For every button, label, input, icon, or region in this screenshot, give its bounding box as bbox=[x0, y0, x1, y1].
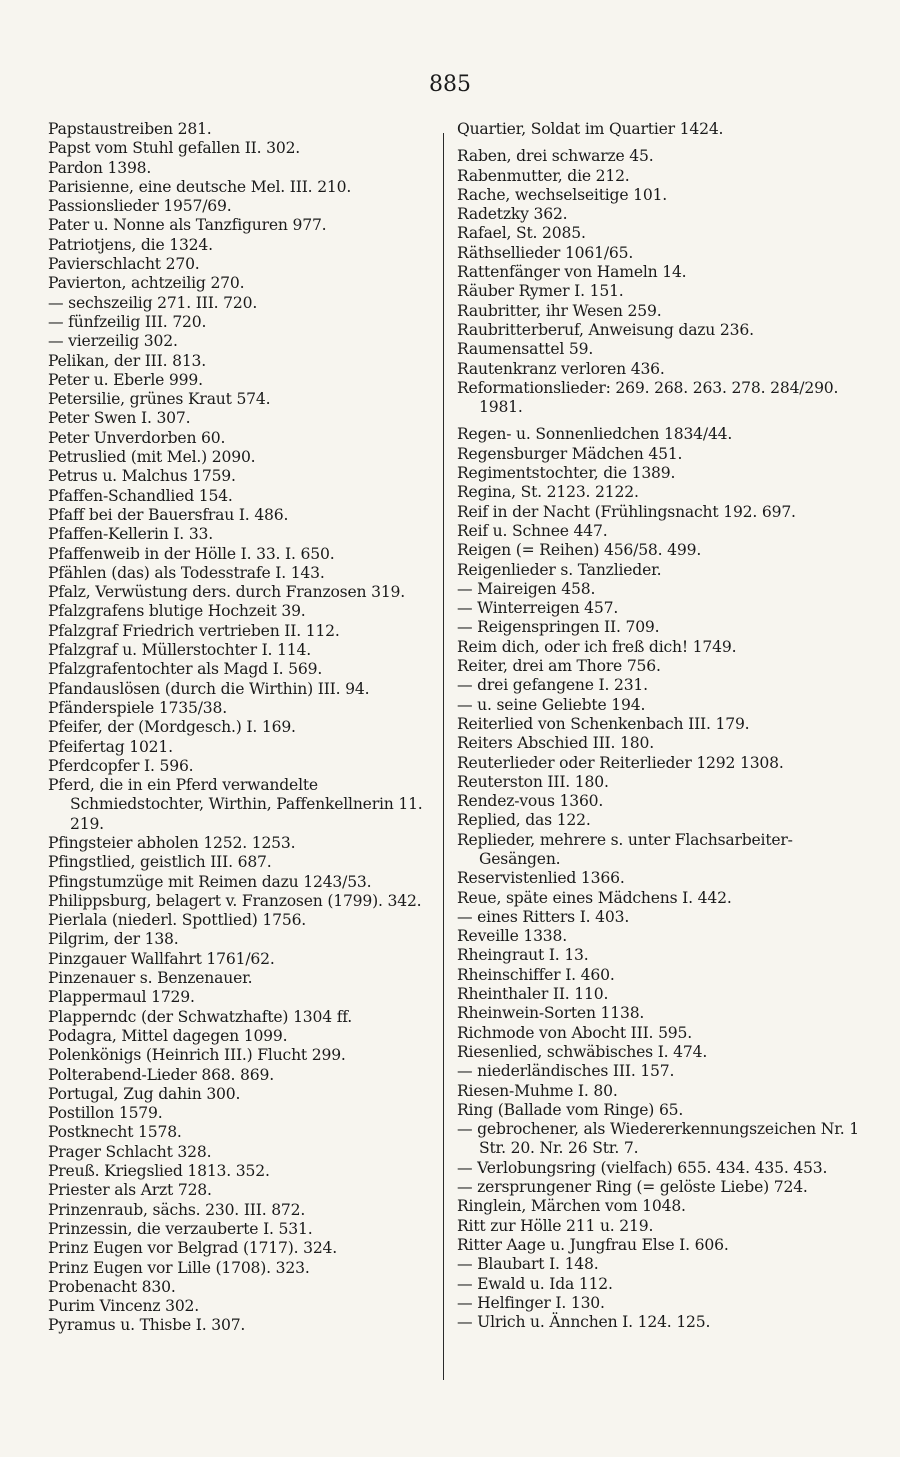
index-entry: — Ewald u. Ida 112. bbox=[457, 1274, 613, 1293]
index-entry: Pfalzgrafentochter als Magd I. 569. bbox=[48, 660, 323, 679]
index-entry: Reif in der Nacht (Frühlingsnacht 192. 697. bbox=[457, 502, 796, 521]
index-entry: Pfaffenweib in der Hölle I. 33. I. 650. bbox=[48, 544, 335, 563]
index-entry: Patriotjens, die 1324. bbox=[48, 235, 213, 254]
index-entry: Reue, späte eines Mädchens I. 442. bbox=[457, 888, 732, 907]
index-entry: — fünfzeilig III. 720. bbox=[48, 312, 207, 331]
index-entry: Petruslied (mit Mel.) 2090. bbox=[48, 448, 256, 467]
index-entry: Rafael, St. 2085. bbox=[457, 224, 586, 243]
index-entry: — Maireigen 458. bbox=[457, 579, 596, 598]
index-entry: Rattenfänger von Hameln 14. bbox=[457, 263, 687, 282]
index-entry: Rabenmutter, die 212. bbox=[457, 166, 630, 185]
index-entry: Plappermaul 1729. bbox=[48, 988, 195, 1007]
index-entry: Raubritterberuf, Anweisung dazu 236. bbox=[457, 320, 754, 339]
index-entry: Radetzky 362. bbox=[457, 205, 568, 224]
index-entry: Quartier, Soldat im Quartier 1424. bbox=[457, 120, 724, 138]
index-entry: Pferdcopfer I. 596. bbox=[48, 756, 194, 775]
index-entry: Reiter, drei am Thore 756. bbox=[457, 657, 661, 676]
index-entry: Petersilie, grünes Kraut 574. bbox=[48, 390, 271, 409]
index-entry: — eines Ritters I. 403. bbox=[457, 907, 630, 926]
index-entry: Plapperndc (der Schwatzhafte) 1304 ff. bbox=[48, 1007, 353, 1026]
index-entry: Pfingsteier abholen 1252. 1253. bbox=[48, 833, 296, 852]
index-entry: — Winterreigen 457. bbox=[457, 599, 619, 618]
index-entry: Rendez-vous 1360. bbox=[457, 792, 604, 811]
index-entry: Riesenlied, schwäbisches I. 474. bbox=[457, 1042, 708, 1061]
index-entry: Parisienne, eine deutsche Mel. III. 210. bbox=[48, 177, 352, 196]
index-entry: Raumensattel 59. bbox=[457, 340, 594, 359]
index-entry: Pfaffen-Schandlied 154. bbox=[48, 486, 233, 505]
index-entry: Regen- u. Sonnenliedchen 1834/44. bbox=[457, 425, 733, 444]
index-entry: Reigenlieder s. Tanzlieder. bbox=[457, 560, 662, 579]
index-entry: — gebrochener, als Wiedererkennungszeichen Nr. 1 Str. 20. Nr. 26 Str. 7. bbox=[457, 1120, 859, 1158]
index-entry: — u. seine Geliebte 194. bbox=[457, 695, 646, 714]
index-entry: Polterabend-Lieder 868. 869. bbox=[48, 1065, 274, 1084]
index-entry: Pilgrim, der 138. bbox=[48, 930, 179, 949]
index-entry: Raubritter, ihr Wesen 259. bbox=[457, 301, 662, 320]
index-entry: — vierzeilig 302. bbox=[48, 332, 178, 351]
index-entry: Regensburger Mädchen 451. bbox=[457, 444, 683, 463]
index-entry: Ring (Ballade vom Ringe) 65. bbox=[457, 1100, 684, 1119]
index-entry: Pferd, die in ein Pferd verwandelte Schmiedstochter, Wirthin, Paffenkellnerin 11. 219. bbox=[48, 776, 423, 833]
index-column-right bbox=[457, 120, 862, 1332]
index-entry: Richmode von Abocht III. 595. bbox=[457, 1023, 692, 1042]
index-entry: Pfänderspiele 1735/38. bbox=[48, 698, 227, 717]
index-entry: Philippsburg, belagert v. Franzosen (1799). 342. bbox=[48, 891, 422, 910]
index-entry: — niederländisches III. 157. bbox=[457, 1062, 675, 1081]
index-entry: Reuterston III. 180. bbox=[457, 772, 609, 791]
index-entry: Passionslieder 1957/69. bbox=[48, 197, 232, 216]
index-entry: Pfalz, Verwüstung ders. durch Franzosen 319. bbox=[48, 583, 406, 602]
index-entry: Prinz Eugen vor Belgrad (1717). 324. bbox=[48, 1239, 338, 1258]
index-entry: — Blaubart I. 148. bbox=[457, 1255, 599, 1274]
index-entry: Postillon 1579. bbox=[48, 1104, 163, 1123]
index-entry: Pfalzgraf u. Müllerstochter I. 114. bbox=[48, 641, 311, 660]
index-entry: Pfeifertag 1021. bbox=[48, 737, 173, 756]
index-entry: Reveille 1338. bbox=[457, 927, 567, 946]
index-entry: Reiterlied von Schenkenbach III. 179. bbox=[457, 714, 750, 733]
index-entry: Pyramus u. Thisbe I. 307. bbox=[48, 1316, 246, 1335]
index-entry: Portugal, Zug dahin 300. bbox=[48, 1084, 241, 1103]
index-entry: Pierlala (niederl. Spottlied) 1756. bbox=[48, 911, 307, 930]
index-entry: — Reigenspringen II. 709. bbox=[457, 618, 660, 637]
index-entry: Räuber Rymer I. 151. bbox=[457, 282, 624, 301]
index-entry: Riesen-Muhme I. 80. bbox=[457, 1081, 618, 1100]
index-entry: Prager Schlacht 328. bbox=[48, 1142, 212, 1161]
column-divider bbox=[443, 133, 444, 1380]
index-entry: Pfalzgrafens blutige Hochzeit 39. bbox=[48, 602, 306, 621]
index-entry: Pfählen (das) als Todesstrafe I. 143. bbox=[48, 563, 325, 582]
index-entry: Reigen (= Reihen) 456/58. 499. bbox=[457, 541, 702, 560]
index-entry: Pfalzgraf Friedrich vertrieben II. 112. bbox=[48, 621, 340, 640]
index-entry: — sechszeilig 271. III. 720. bbox=[48, 293, 258, 312]
index-entry: Pfaffen-Kellerin I. 33. bbox=[48, 525, 214, 544]
index-entry: Prinzessin, die verzauberte I. 531. bbox=[48, 1219, 313, 1238]
index-entry: Rautenkranz verloren 436. bbox=[457, 359, 665, 378]
index-entry: Polenkönigs (Heinrich III.) Flucht 299. bbox=[48, 1046, 346, 1065]
index-entry: Papst vom Stuhl gefallen II. 302. bbox=[48, 139, 301, 158]
index-entry: Rheinwein-Sorten 1138. bbox=[457, 1004, 645, 1023]
index-entry: Pinzgauer Wallfahrt 1761/62. bbox=[48, 949, 275, 968]
index-entry: Ringlein, Märchen vom 1048. bbox=[457, 1197, 686, 1216]
index-entry: Rheingraut I. 13. bbox=[457, 946, 589, 965]
index-entry: Reim dich, oder ich freß dich! 1749. bbox=[457, 637, 737, 656]
index-entry: Prinzenraub, sächs. 230. III. 872. bbox=[48, 1200, 306, 1219]
index-entry: Räthsellieder 1061/65. bbox=[457, 243, 634, 262]
index-entry: Reservistenlied 1366. bbox=[457, 869, 625, 888]
index-entry: Replieder, mehrere s. unter Flachsarbeiter-Gesängen. bbox=[457, 830, 793, 868]
index-entry: Replied, das 122. bbox=[457, 811, 591, 830]
index-entry: — Verlobungsring (vielfach) 655. 434. 435. 453. bbox=[457, 1158, 828, 1177]
index-entry: Regimentstochter, die 1389. bbox=[457, 464, 676, 483]
index-entry: Peter Unverdorben 60. bbox=[48, 428, 226, 447]
index-entry: Raben, drei schwarze 45. bbox=[457, 147, 654, 166]
index-entry: Podagra, Mittel dagegen 1099. bbox=[48, 1026, 288, 1045]
index-entry: Probenacht 830. bbox=[48, 1277, 176, 1296]
index-entry: Pavierschlacht 270. bbox=[48, 255, 200, 274]
page-number: 885 bbox=[429, 72, 471, 97]
index-entry: Pavierton, achtzeilig 270. bbox=[48, 274, 245, 293]
index-entry: Pfaff bei der Bauersfrau I. 486. bbox=[48, 505, 289, 524]
index-entry: Reformationslieder: 269. 268. 263. 278. 284/290. 1981. bbox=[457, 378, 839, 417]
index-entry: Rheinschiffer I. 460. bbox=[457, 965, 615, 984]
index-entry: Reiters Abschied III. 180. bbox=[457, 734, 654, 753]
index-entry: Pelikan, der III. 813. bbox=[48, 351, 207, 370]
index-entry: Ritter Aage u. Jungfrau Else I. 606. bbox=[457, 1235, 729, 1254]
index-entry: Priester als Arzt 728. bbox=[48, 1181, 212, 1200]
index-entry: Reif u. Schnee 447. bbox=[457, 521, 608, 540]
index-entry: Peter u. Eberle 999. bbox=[48, 370, 203, 389]
index-entry: Pardon 1398. bbox=[48, 158, 152, 177]
index-entry: Purim Vincenz 302. bbox=[48, 1297, 200, 1316]
index-entry: Pinzenauer s. Benzenauer. bbox=[48, 969, 253, 988]
index-entry: Pfingstlied, geistlich III. 687. bbox=[48, 853, 272, 872]
index-entry: Peter Swen I. 307. bbox=[48, 409, 191, 428]
index-entry: Rheinthaler II. 110. bbox=[457, 985, 609, 1004]
index-entry: Prinz Eugen vor Lille (1708). 323. bbox=[48, 1258, 310, 1277]
index-entry: Rache, wechselseitige 101. bbox=[457, 185, 668, 204]
index-entry: Reuterlieder oder Reiterlieder 1292 1308. bbox=[457, 753, 784, 772]
index-entry: Ritt zur Hölle 211 u. 219. bbox=[457, 1216, 654, 1235]
index-entry: Papstaustreiben 281. bbox=[48, 120, 212, 138]
index-entry: — Helfinger I. 130. bbox=[457, 1293, 605, 1312]
index-entry: Preuß. Kriegslied 1813. 352. bbox=[48, 1162, 270, 1181]
index-entry: Postknecht 1578. bbox=[48, 1123, 182, 1142]
index-column-left bbox=[48, 120, 433, 1336]
index-entry: — Ulrich u. Ännchen I. 124. 125. bbox=[457, 1313, 711, 1332]
index-entry: Pfandauslösen (durch die Wirthin) III. 94. bbox=[48, 679, 370, 698]
index-entry: Regina, St. 2123. 2122. bbox=[457, 483, 639, 502]
index-entry: Pfingstumzüge mit Reimen dazu 1243/53. bbox=[48, 872, 372, 891]
index-entry: Petrus u. Malchus 1759. bbox=[48, 467, 236, 486]
index-entry: — zersprungener Ring (= gelöste Liebe) 724. bbox=[457, 1178, 808, 1197]
index-entry: Pater u. Nonne als Tanzfiguren 977. bbox=[48, 216, 327, 235]
index-entry: — drei gefangene I. 231. bbox=[457, 676, 648, 695]
index-entry: Pfeifer, der (Mordgesch.) I. 169. bbox=[48, 718, 296, 737]
